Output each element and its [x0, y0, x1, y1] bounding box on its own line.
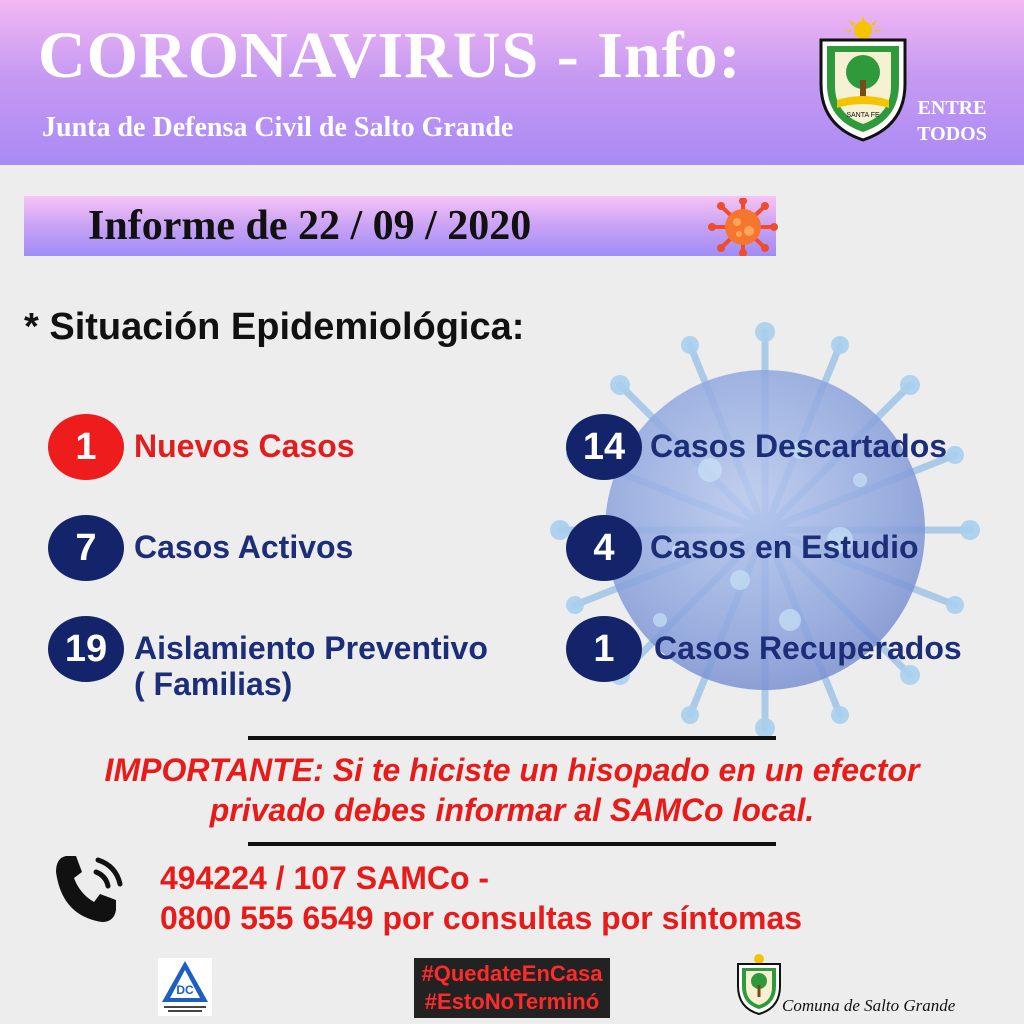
divider-top [248, 736, 776, 740]
comuna-crest-logo [735, 952, 783, 1016]
stat-active-cases-badge: 7 [48, 515, 124, 581]
important-notice-line2: privado debes informar al SAMCo local. [209, 792, 815, 828]
header-banner [0, 0, 1024, 165]
stat-new-cases [48, 414, 468, 484]
dc-logo-text: DC [176, 983, 194, 997]
page-title: CORONAVIRUS - Info: [38, 19, 742, 92]
stat-discarded-cases-badge: 14 [566, 414, 642, 480]
stat-active-cases-label: Casos Activos [134, 529, 354, 565]
contact-line-1: 494224 / 107 SAMCo - [160, 860, 490, 896]
stat-cases-under-study [566, 515, 1006, 585]
important-notice-line1: IMPORTANTE: Si te hiciste un hisopado en un efector [104, 752, 920, 788]
slogan [908, 95, 996, 147]
phone-icon [52, 852, 128, 928]
comuna-name: Comuna de Salto Grande [782, 996, 956, 1015]
section-title: * Situación Epidemiológica: [24, 306, 525, 348]
stat-preventive-isolation-badge: 19 [48, 616, 124, 682]
report-date-label: Informe de 22 / 09 / 2020 [88, 203, 532, 249]
virus-icon [704, 198, 782, 256]
defensa-civil-logo [158, 958, 212, 1016]
page-subtitle: Junta de Defensa Civil de Salto Grande [42, 112, 514, 143]
stat-preventive-isolation [48, 616, 548, 716]
hashtag-quedate-en-casa: #QuedateEnCasa [421, 961, 603, 986]
crest-band-text: SANTA FE [846, 112, 880, 119]
stat-cases-under-study-badge: 4 [566, 515, 642, 581]
hashtags-box [414, 958, 610, 1018]
divider-bottom [248, 842, 776, 846]
hashtag-esto-no-termino: #EstoNoTerminó [424, 989, 600, 1014]
contact-info [160, 858, 802, 938]
slogan-line-1: ENTRE [917, 97, 987, 119]
stat-recovered-cases [566, 616, 1016, 686]
stat-new-cases-label: Nuevos Casos [134, 428, 355, 464]
stat-active-cases [48, 515, 468, 585]
stat-discarded-cases [566, 414, 1006, 484]
slogan-line-2: TODOS [917, 123, 987, 145]
stat-cases-under-study-label: Casos en Estudio [650, 529, 919, 565]
contact-line-2: 0800 555 6549 por consultas por síntomas [160, 900, 803, 936]
stat-recovered-cases-badge: 1 [566, 616, 642, 682]
stat-recovered-cases-label: Casos Recuperados [654, 630, 962, 666]
stat-preventive-isolation-label [134, 630, 488, 702]
stat-discarded-cases-label: Casos Descartados [650, 428, 948, 464]
salto-grande-crest-logo [815, 14, 911, 144]
stat-preventive-isolation-label-line1: Aislamiento Preventivo [134, 630, 488, 666]
stat-preventive-isolation-label-line2: ( Familias) [134, 666, 293, 702]
report-date-banner [24, 196, 776, 256]
stat-new-cases-badge: 1 [48, 414, 124, 480]
important-notice [30, 750, 994, 830]
